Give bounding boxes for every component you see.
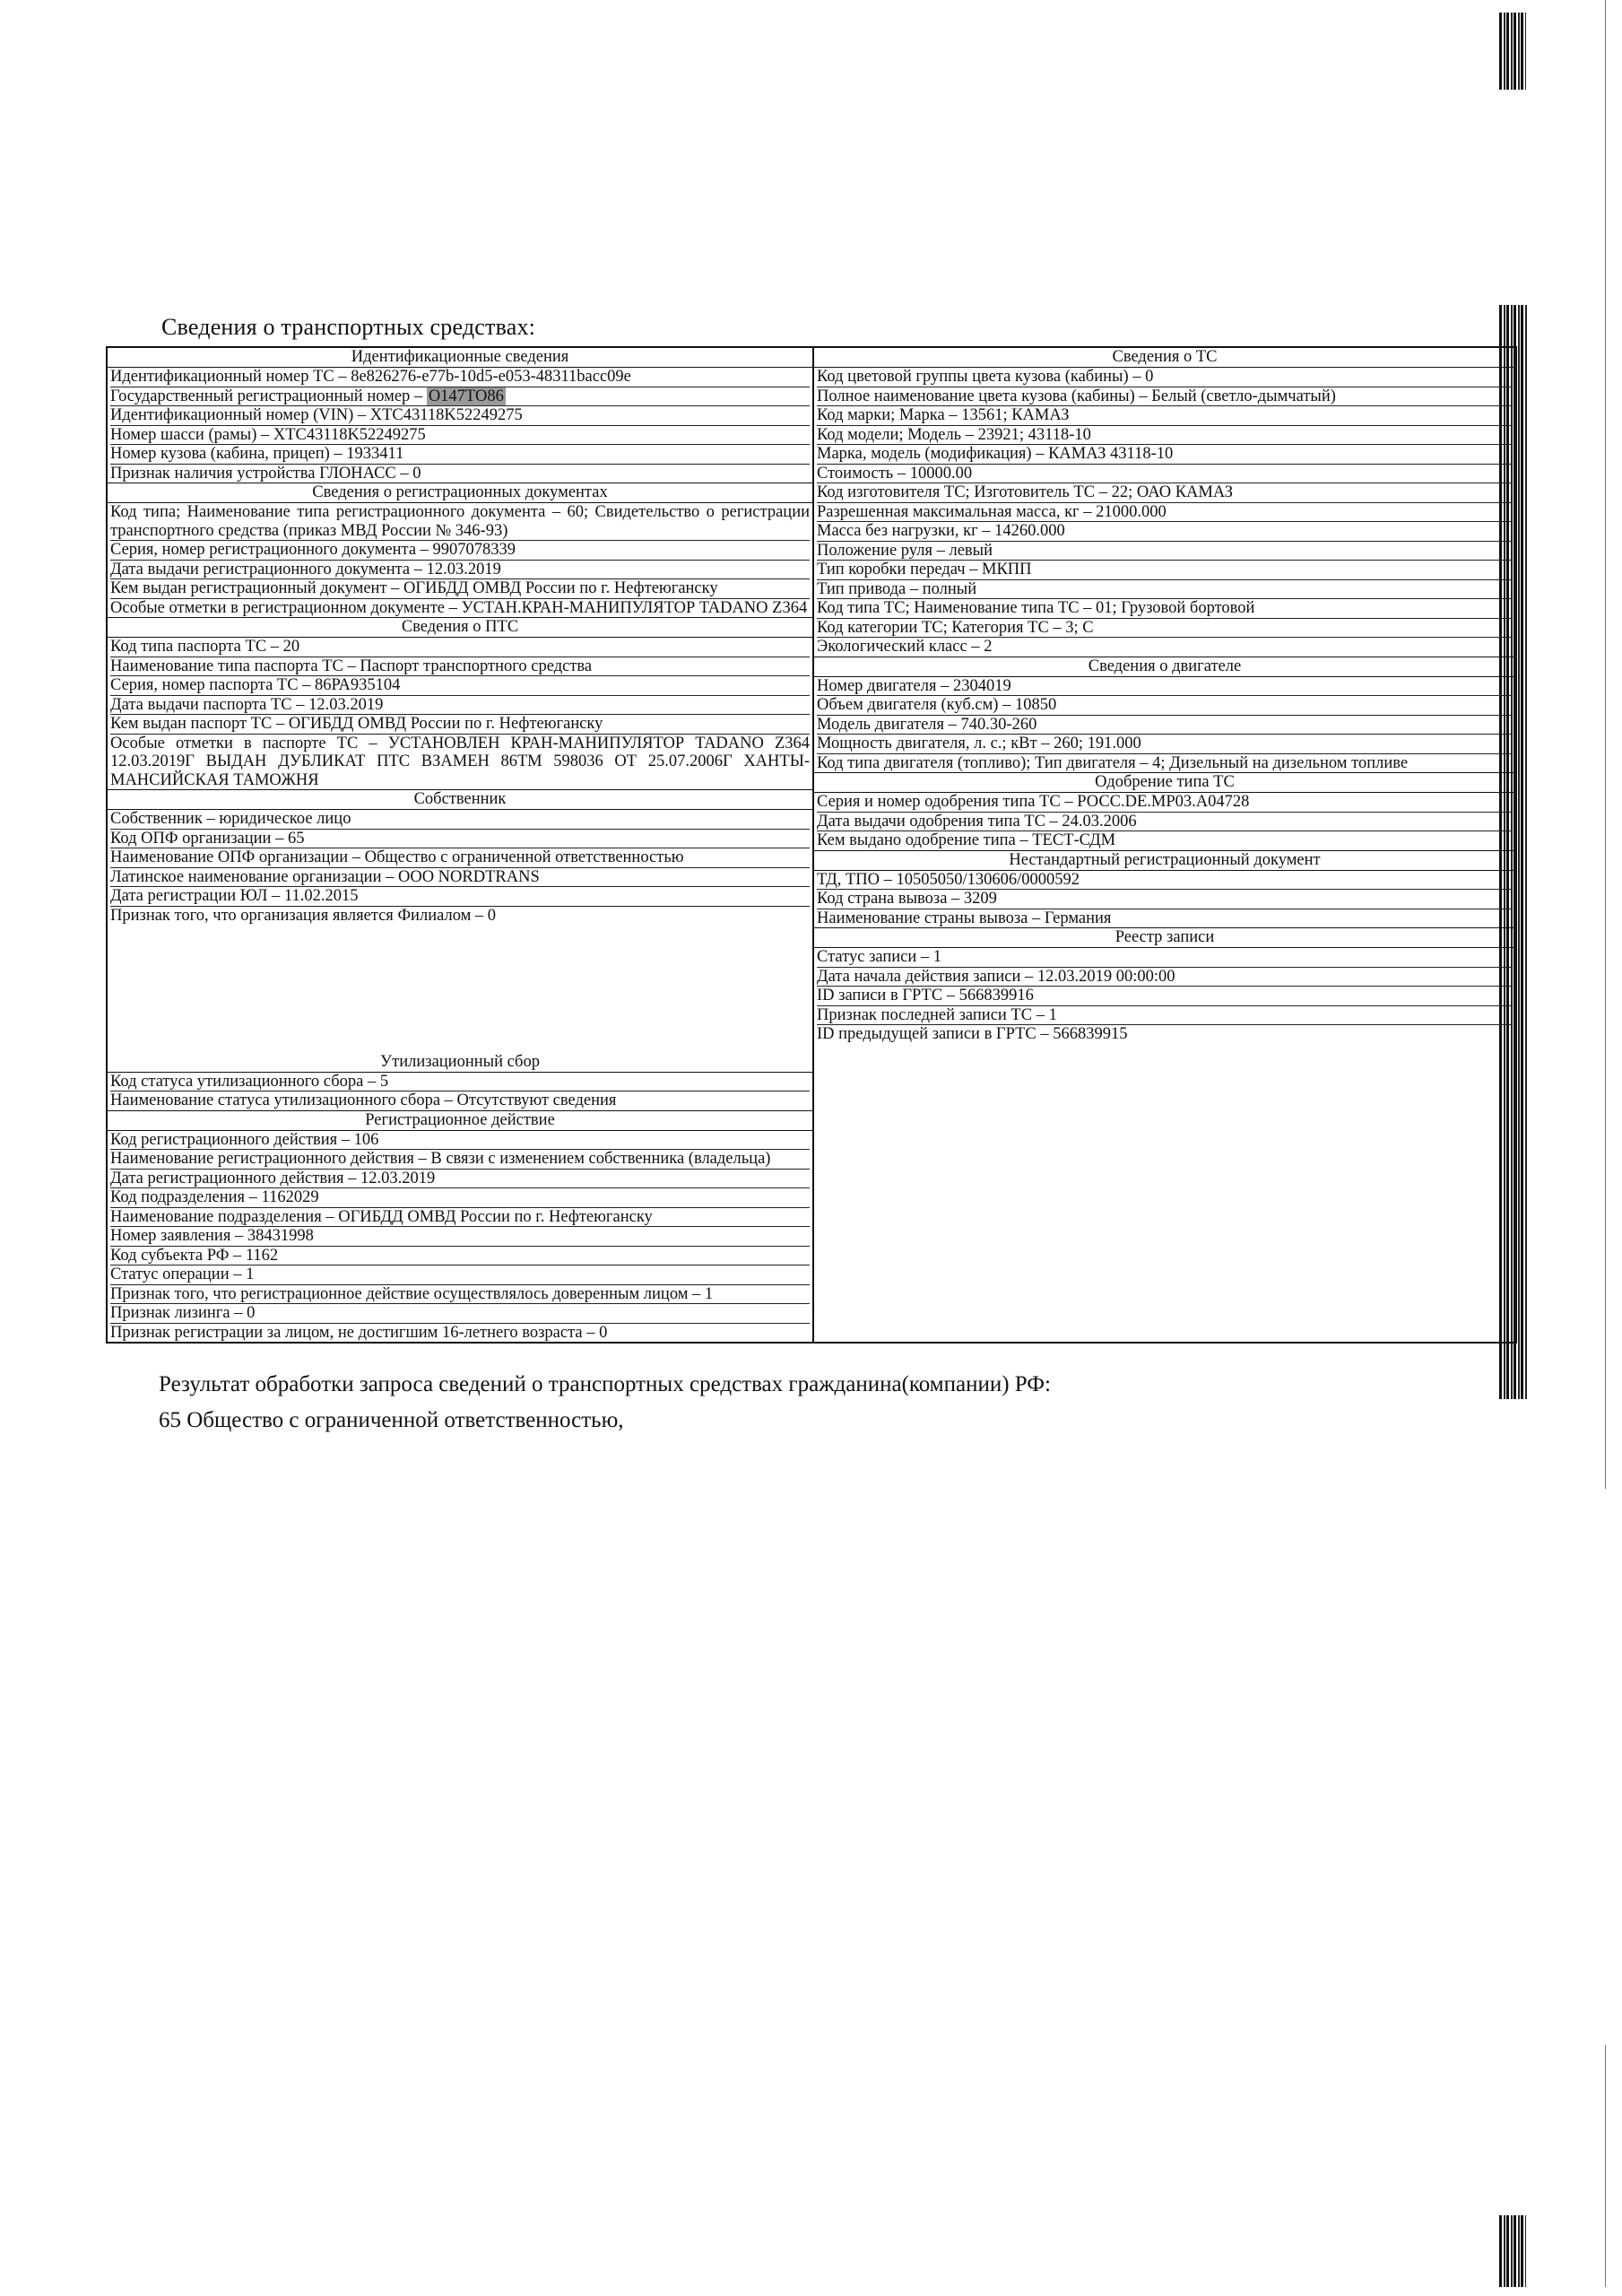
section-title: Утилизационный сбор bbox=[108, 1053, 812, 1073]
row-text: Код статуса утилизационного сбора – 5 bbox=[110, 1072, 389, 1091]
table-row bbox=[110, 1285, 810, 1305]
table-row bbox=[110, 676, 810, 696]
table-row bbox=[817, 890, 1513, 909]
section-title: Регистрационное действие bbox=[108, 1110, 812, 1131]
table-row bbox=[110, 1247, 810, 1266]
table-row bbox=[110, 368, 810, 387]
row-text: Код изготовителя ТС; Изготовитель ТС – 22; ОАО КАМАЗ bbox=[817, 483, 1234, 501]
section-heading: Сведения о транспортных средствах: bbox=[161, 314, 536, 340]
row-text: Разрешенная максимальная масса, кг – 21000.000 bbox=[817, 502, 1167, 521]
table-row bbox=[817, 580, 1513, 600]
section-title: Реестр записи bbox=[814, 927, 1515, 948]
row-text: Код страна вывоза – 3209 bbox=[817, 890, 997, 908]
row-text: Экологический класс – 2 bbox=[817, 638, 993, 656]
row-text: Латинское наименование организации – ООО NORDTRANS bbox=[110, 867, 540, 886]
table-section bbox=[814, 927, 1515, 1044]
row-text: Признак наличия устройства ГЛОНАСС – 0 bbox=[110, 464, 421, 483]
row-text: Дата выдачи регистрационного документа – 12.03.2019 bbox=[110, 560, 501, 578]
table-row bbox=[110, 561, 810, 580]
left-column bbox=[108, 348, 814, 1342]
row-text: Положение руля – левый bbox=[817, 541, 993, 560]
section-title: Сведения о ПТС bbox=[108, 617, 812, 638]
table-row bbox=[110, 1265, 810, 1285]
table-section bbox=[108, 789, 812, 925]
table-row bbox=[817, 483, 1513, 503]
row-text: Код подразделения – 1162029 bbox=[110, 1188, 319, 1206]
table-row bbox=[817, 599, 1513, 619]
row-text: Дата начала действия записи – 12.03.2019 00:00:00 bbox=[817, 967, 1175, 986]
table-section bbox=[108, 1053, 812, 1110]
row-text: Номер кузова (кабина, прицеп) – 1933411 bbox=[110, 445, 404, 463]
table-row bbox=[110, 426, 810, 446]
row-text: Идентификационный номер ТС – 8e826276-e77b-10d5-e053-48311bacc09e bbox=[110, 368, 631, 386]
row-text: Признак того, что регистрационное действие осуществлялось доверенным лицом – 1 bbox=[110, 1284, 714, 1303]
section-title: Сведения о ТС bbox=[814, 348, 1515, 368]
section-title: Одобрение типа ТС bbox=[814, 772, 1515, 793]
scan-barcode-top bbox=[1499, 13, 1526, 90]
row-text: Признак последней записи ТС – 1 bbox=[817, 1005, 1057, 1024]
result-line-2: 65 Общество с ограниченной ответственностью, bbox=[159, 1408, 624, 1432]
table-row bbox=[110, 1324, 810, 1343]
row-text: Модель двигателя – 740.30-260 bbox=[817, 715, 1037, 734]
table-row bbox=[817, 909, 1513, 928]
row-text: ТД, ТПО – 10505050/130606/0000592 bbox=[817, 870, 1080, 889]
table-row bbox=[110, 1188, 810, 1208]
row-text: ID записи в ГРТС – 566839916 bbox=[817, 987, 1034, 1004]
row-text: Код типа ТС; Наименование типа ТС – 01; Грузовой бортовой bbox=[817, 599, 1255, 617]
table-row bbox=[817, 542, 1513, 561]
table-row bbox=[110, 445, 810, 465]
table-section bbox=[108, 483, 812, 617]
row-text: Дата регистрационного действия – 12.03.2019 bbox=[110, 1169, 436, 1187]
row-text: Код регистрационного действия – 106 bbox=[110, 1130, 379, 1149]
table-row bbox=[817, 445, 1513, 465]
table-section bbox=[108, 617, 812, 789]
table-row bbox=[817, 638, 1513, 657]
row-text: Код субъекта РФ – 1162 bbox=[110, 1246, 279, 1265]
table-row bbox=[817, 619, 1513, 639]
row-text: Наименование типа паспорта ТС – Паспорт транспортного средства bbox=[110, 657, 593, 675]
row-text: Серия, номер регистрационного документа – 9907078339 bbox=[110, 541, 516, 559]
table-row bbox=[817, 1025, 1513, 1044]
table-row bbox=[110, 657, 810, 677]
table-row bbox=[110, 387, 810, 407]
row-text: Особые отметки в регистрационном документе – УСТАН.КРАН-МАНИПУЛЯТОР TADANO Z364 bbox=[110, 598, 808, 617]
row-text: Номер шасси (рамы) – XTC43118K52249275 bbox=[110, 425, 426, 444]
table-row bbox=[110, 696, 810, 716]
table-row bbox=[110, 1091, 810, 1110]
row-text: Масса без нагрузки, кг – 14260.000 bbox=[817, 522, 1065, 540]
row-text: Код категории ТС; Категория ТС – 3; С bbox=[817, 618, 1094, 637]
blank-space bbox=[108, 925, 812, 1053]
table-row bbox=[817, 426, 1513, 446]
row-text: Код модели; Модель – 23921; 43118-10 bbox=[817, 425, 1091, 444]
row-text: Кем выдан регистрационный документ – ОГИБДД ОМВД России по г. Нефтеюганску bbox=[110, 579, 718, 597]
table-row bbox=[817, 948, 1513, 968]
result-line-1: Результат обработки запроса сведений о транспортных средствах гражданина(компании) РФ: bbox=[159, 1372, 1051, 1396]
table-row bbox=[817, 1006, 1513, 1026]
section-title: Нестандартный регистрационный документ bbox=[814, 850, 1515, 871]
row-text: Наименование ОПФ организации – Общество с ограниченной ответственностью bbox=[110, 848, 684, 866]
table-row bbox=[110, 503, 810, 541]
table-row bbox=[110, 1150, 810, 1170]
table-row bbox=[110, 599, 810, 618]
table-section bbox=[814, 657, 1515, 773]
table-row bbox=[110, 715, 810, 735]
section-title: Идентификационные сведения bbox=[108, 348, 812, 368]
table-section bbox=[108, 348, 812, 483]
table-row bbox=[817, 813, 1513, 832]
row-text: Код типа паспорта ТС – 20 bbox=[110, 638, 300, 656]
table-row bbox=[110, 830, 810, 849]
table-section bbox=[108, 1110, 812, 1343]
table-section bbox=[814, 772, 1515, 850]
table-row bbox=[110, 1304, 810, 1324]
table-row bbox=[817, 754, 1513, 773]
row-text: Номер двигателя – 2304019 bbox=[817, 676, 1011, 695]
table-row bbox=[817, 387, 1513, 407]
table-row bbox=[817, 465, 1513, 484]
table-row bbox=[110, 579, 810, 599]
vehicle-info-table bbox=[106, 346, 1517, 1344]
row-text: Государственный регистрационный номер – bbox=[110, 387, 427, 405]
table-row bbox=[817, 561, 1513, 580]
row-text: Код ОПФ организации – 65 bbox=[110, 829, 305, 848]
row-text: Код типа; Наименование типа регистрационного документа – 60; Свидетельство о регистрации транспортного средства (приказ МВД России № 346-93) bbox=[110, 503, 810, 540]
table-section bbox=[814, 850, 1515, 928]
row-text: Полное наименование цвета кузова (кабины) – Белый (светло-дымчатый) bbox=[817, 387, 1336, 405]
table-row bbox=[817, 968, 1513, 987]
row-text: Объем двигателя (куб.см) – 10850 bbox=[817, 696, 1057, 714]
table-row bbox=[817, 793, 1513, 813]
table-row bbox=[817, 831, 1513, 850]
row-text: Марка, модель (модификация) – КАМАЗ 43118-10 bbox=[817, 445, 1174, 463]
table-row bbox=[110, 638, 810, 657]
row-text: Признак лизинга – 0 bbox=[110, 1304, 256, 1322]
row-text: Дата выдачи одобрения типа ТС – 24.03.2006 bbox=[817, 812, 1137, 831]
row-text: Стоимость – 10000.00 bbox=[817, 464, 973, 483]
table-row bbox=[817, 696, 1513, 716]
table-row bbox=[110, 1131, 810, 1151]
table-row bbox=[110, 1170, 810, 1189]
table-row bbox=[817, 987, 1513, 1006]
table-row bbox=[817, 677, 1513, 697]
table-row bbox=[817, 735, 1513, 754]
row-text: Наименование подразделения – ОГИБДД ОМВД России по г. Нефтеюганску bbox=[110, 1207, 653, 1226]
row-text: Мощность двигателя, л. с.; кВт – 260; 191.000 bbox=[817, 735, 1141, 752]
section-title: Собственник bbox=[108, 789, 812, 810]
table-section bbox=[814, 348, 1515, 657]
table-row bbox=[110, 887, 810, 907]
row-text: Статус записи – 1 bbox=[817, 948, 942, 966]
row-text: Наименование регистрационного действия – В связи с изменением собственника (владельца) bbox=[110, 1150, 771, 1168]
table-row bbox=[817, 406, 1513, 426]
table-row bbox=[110, 868, 810, 888]
row-text: Идентификационный номер (VIN) – XTC43118K52249275 bbox=[110, 406, 523, 424]
scan-barcode-bottom bbox=[1499, 2215, 1526, 2287]
row-text: Серия и номер одобрения типа ТС – РОСС.DE.МР03.А04728 bbox=[817, 793, 1250, 811]
scan-edge-line bbox=[1605, 0, 1606, 1489]
row-text: Наименование статуса утилизационного сбора – Отсутствуют сведения bbox=[110, 1091, 617, 1109]
table-row bbox=[110, 406, 810, 426]
row-text: Кем выдано одобрение типа – ТЕСТ-СДМ bbox=[817, 831, 1116, 849]
table-row bbox=[110, 465, 810, 483]
blank-space bbox=[814, 1044, 1515, 1343]
table-row bbox=[817, 871, 1513, 891]
row-text: Дата регистрации ЮЛ – 11.02.2015 bbox=[110, 887, 359, 905]
section-title: Сведения о двигателе bbox=[814, 657, 1515, 677]
row-text: Собственник – юридическое лицо bbox=[110, 810, 351, 828]
row-text: Особые отметки в паспорте ТС – УСТАНОВЛЕН КРАН-МАНИПУЛЯТОР TADANO Z364 12.03.2019Г ВЫДАН ДУБЛИКАТ ПТС ВЗАМЕН 86ТМ 598036 ОТ 25.07.2006Г ХАНТЫ-МАНСИЙСКАЯ ТАМОЖНЯ bbox=[110, 734, 810, 789]
row-text: Код типа двигателя (топливо); Тип двигателя – 4; Дизельный на дизельном топливе bbox=[817, 753, 1409, 772]
table-row bbox=[110, 735, 810, 790]
table-row bbox=[817, 368, 1513, 387]
table-row bbox=[110, 1208, 810, 1228]
row-text: Код марки; Марка – 13561; КАМАЗ bbox=[817, 406, 1070, 424]
table-row bbox=[110, 907, 810, 926]
highlighted-plate-number: О147ТО86 bbox=[428, 387, 504, 405]
right-column bbox=[814, 348, 1515, 1342]
row-text: Номер заявления – 38431998 bbox=[110, 1227, 314, 1245]
row-text: Кем выдан паспорт ТС – ОГИБДД ОМВД России по г. Нефтеюганску bbox=[110, 715, 603, 733]
row-text: Код цветовой группы цвета кузова (кабины) – 0 bbox=[817, 368, 1154, 386]
row-text: Дата выдачи паспорта ТС – 12.03.2019 bbox=[110, 695, 384, 714]
row-text: Серия, номер паспорта ТС – 86РА935104 bbox=[110, 676, 401, 694]
table-row bbox=[110, 1227, 810, 1247]
table-row bbox=[110, 848, 810, 868]
scan-edge-line-bottom bbox=[1605, 2045, 1606, 2287]
table-row bbox=[817, 716, 1513, 735]
table-row bbox=[110, 810, 810, 830]
row-text: Тип коробки передач – МКПП bbox=[817, 561, 1032, 578]
table-row bbox=[110, 1073, 810, 1092]
table-row bbox=[110, 541, 810, 561]
table-row bbox=[817, 522, 1513, 542]
table-row bbox=[817, 503, 1513, 523]
row-text: ID предыдущей записи в ГРТС – 566839915 bbox=[817, 1025, 1128, 1043]
row-text: Признак того, что организация является Филиалом – 0 bbox=[110, 906, 497, 925]
row-text: Наименование страны вывоза – Германия bbox=[817, 909, 1112, 927]
row-text: Тип привода – полный bbox=[817, 579, 977, 598]
section-title: Сведения о регистрационных документах bbox=[108, 483, 812, 503]
row-text: Признак регистрации за лицом, не достигшим 16-летнего возраста – 0 bbox=[110, 1323, 608, 1342]
row-text: Статус операции – 1 bbox=[110, 1265, 255, 1283]
